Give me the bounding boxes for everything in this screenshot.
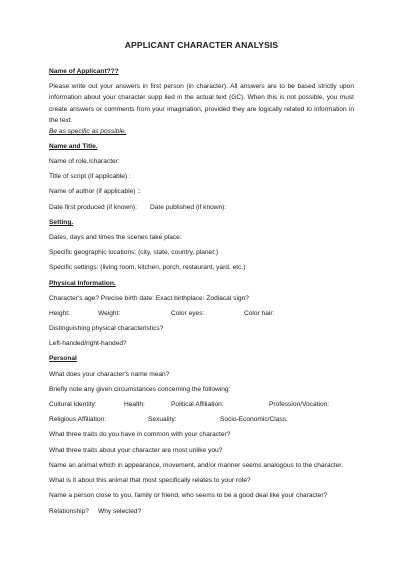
field-dates-times: Dates, days and times the scenes take place: [49, 234, 182, 241]
field-geographic-locations: Specific geographic locations: (city, state, country, planet.) [49, 249, 219, 256]
field-why-selected: Why selected? [98, 508, 142, 515]
field-profession: Profession/Vocation: [269, 401, 330, 408]
section-heading-name-title: Name and Title. [49, 143, 98, 150]
field-health: Health: [124, 401, 145, 408]
document-title: APPLICANT CHARACTER ANALYSIS [124, 40, 279, 50]
field-age-birth: Character's age? Precise birth date: Exact birthplace: Zodiacal sign? [49, 295, 249, 302]
field-traits-common: What three traits do you have in common with your character? [49, 431, 231, 438]
field-height: Height: [49, 310, 70, 317]
field-similar-person: Name a person close to you, family or friend, who seems to be a good deal like your character? [49, 492, 328, 499]
field-date-published: Date published (if known): [150, 204, 227, 211]
field-hair-color: Color hair: [244, 310, 275, 317]
field-given-circumstances: Briefly note any given circumstances concerning the following: [49, 386, 231, 393]
section-heading-personal: Personal [49, 355, 77, 362]
intro-paragraph: Please write out your answers in first person (in character). All answers are to be based strictly upon information about your character supp lied in the actual text (GC). When this is not possible, you must create answers or comments from your imagination, provided they are logically related to information in the text. [49, 83, 354, 124]
field-distinguishing: Distinguishing physical characteristics? [49, 325, 164, 332]
field-author: Name of author (if applicable) :: [49, 188, 141, 195]
specific-note: Be as specific as possible. [49, 128, 127, 135]
field-weight: Weight: [98, 310, 121, 317]
section-heading-applicant: Name of Applicant??? [49, 68, 119, 75]
field-name-meaning: What does your character's name mean? [49, 371, 170, 378]
field-relationship: Relationship? [49, 508, 89, 515]
section-heading-physical: Physical Information. [49, 280, 116, 287]
field-eye-color: Color eyes: [171, 310, 205, 317]
field-animal-role: What is it about this animal that most specifically relates to your role? [49, 477, 251, 484]
field-sexuality: Sexuality: [148, 416, 177, 423]
field-animal: Name an animal which in appearance, movement, and/or manner seems analogous to the character. [49, 462, 343, 469]
field-handedness: Left-handed/right-handed? [49, 340, 127, 347]
field-date-first-produced: Date first produced (if known): [49, 204, 137, 211]
field-traits-unlike: What three traits about your character are most unlike you? [49, 447, 223, 454]
section-heading-setting: Setting. [49, 219, 74, 226]
field-specific-settings: Specific settings: (living room, kitchen, porch, restaurant, yard, etc.) [49, 264, 246, 271]
field-socio-economic: Socio-Economic/Class: [220, 416, 288, 423]
field-political-affiliation: Political Affiliation: [171, 401, 224, 408]
field-religious-affiliation: Religious Affiliation: [49, 416, 107, 423]
field-script-title: Title of script (if applicable) : [49, 173, 131, 180]
field-role: Name of role./character: [49, 158, 120, 165]
field-cultural-identity: Cultural Identity: [49, 401, 97, 408]
